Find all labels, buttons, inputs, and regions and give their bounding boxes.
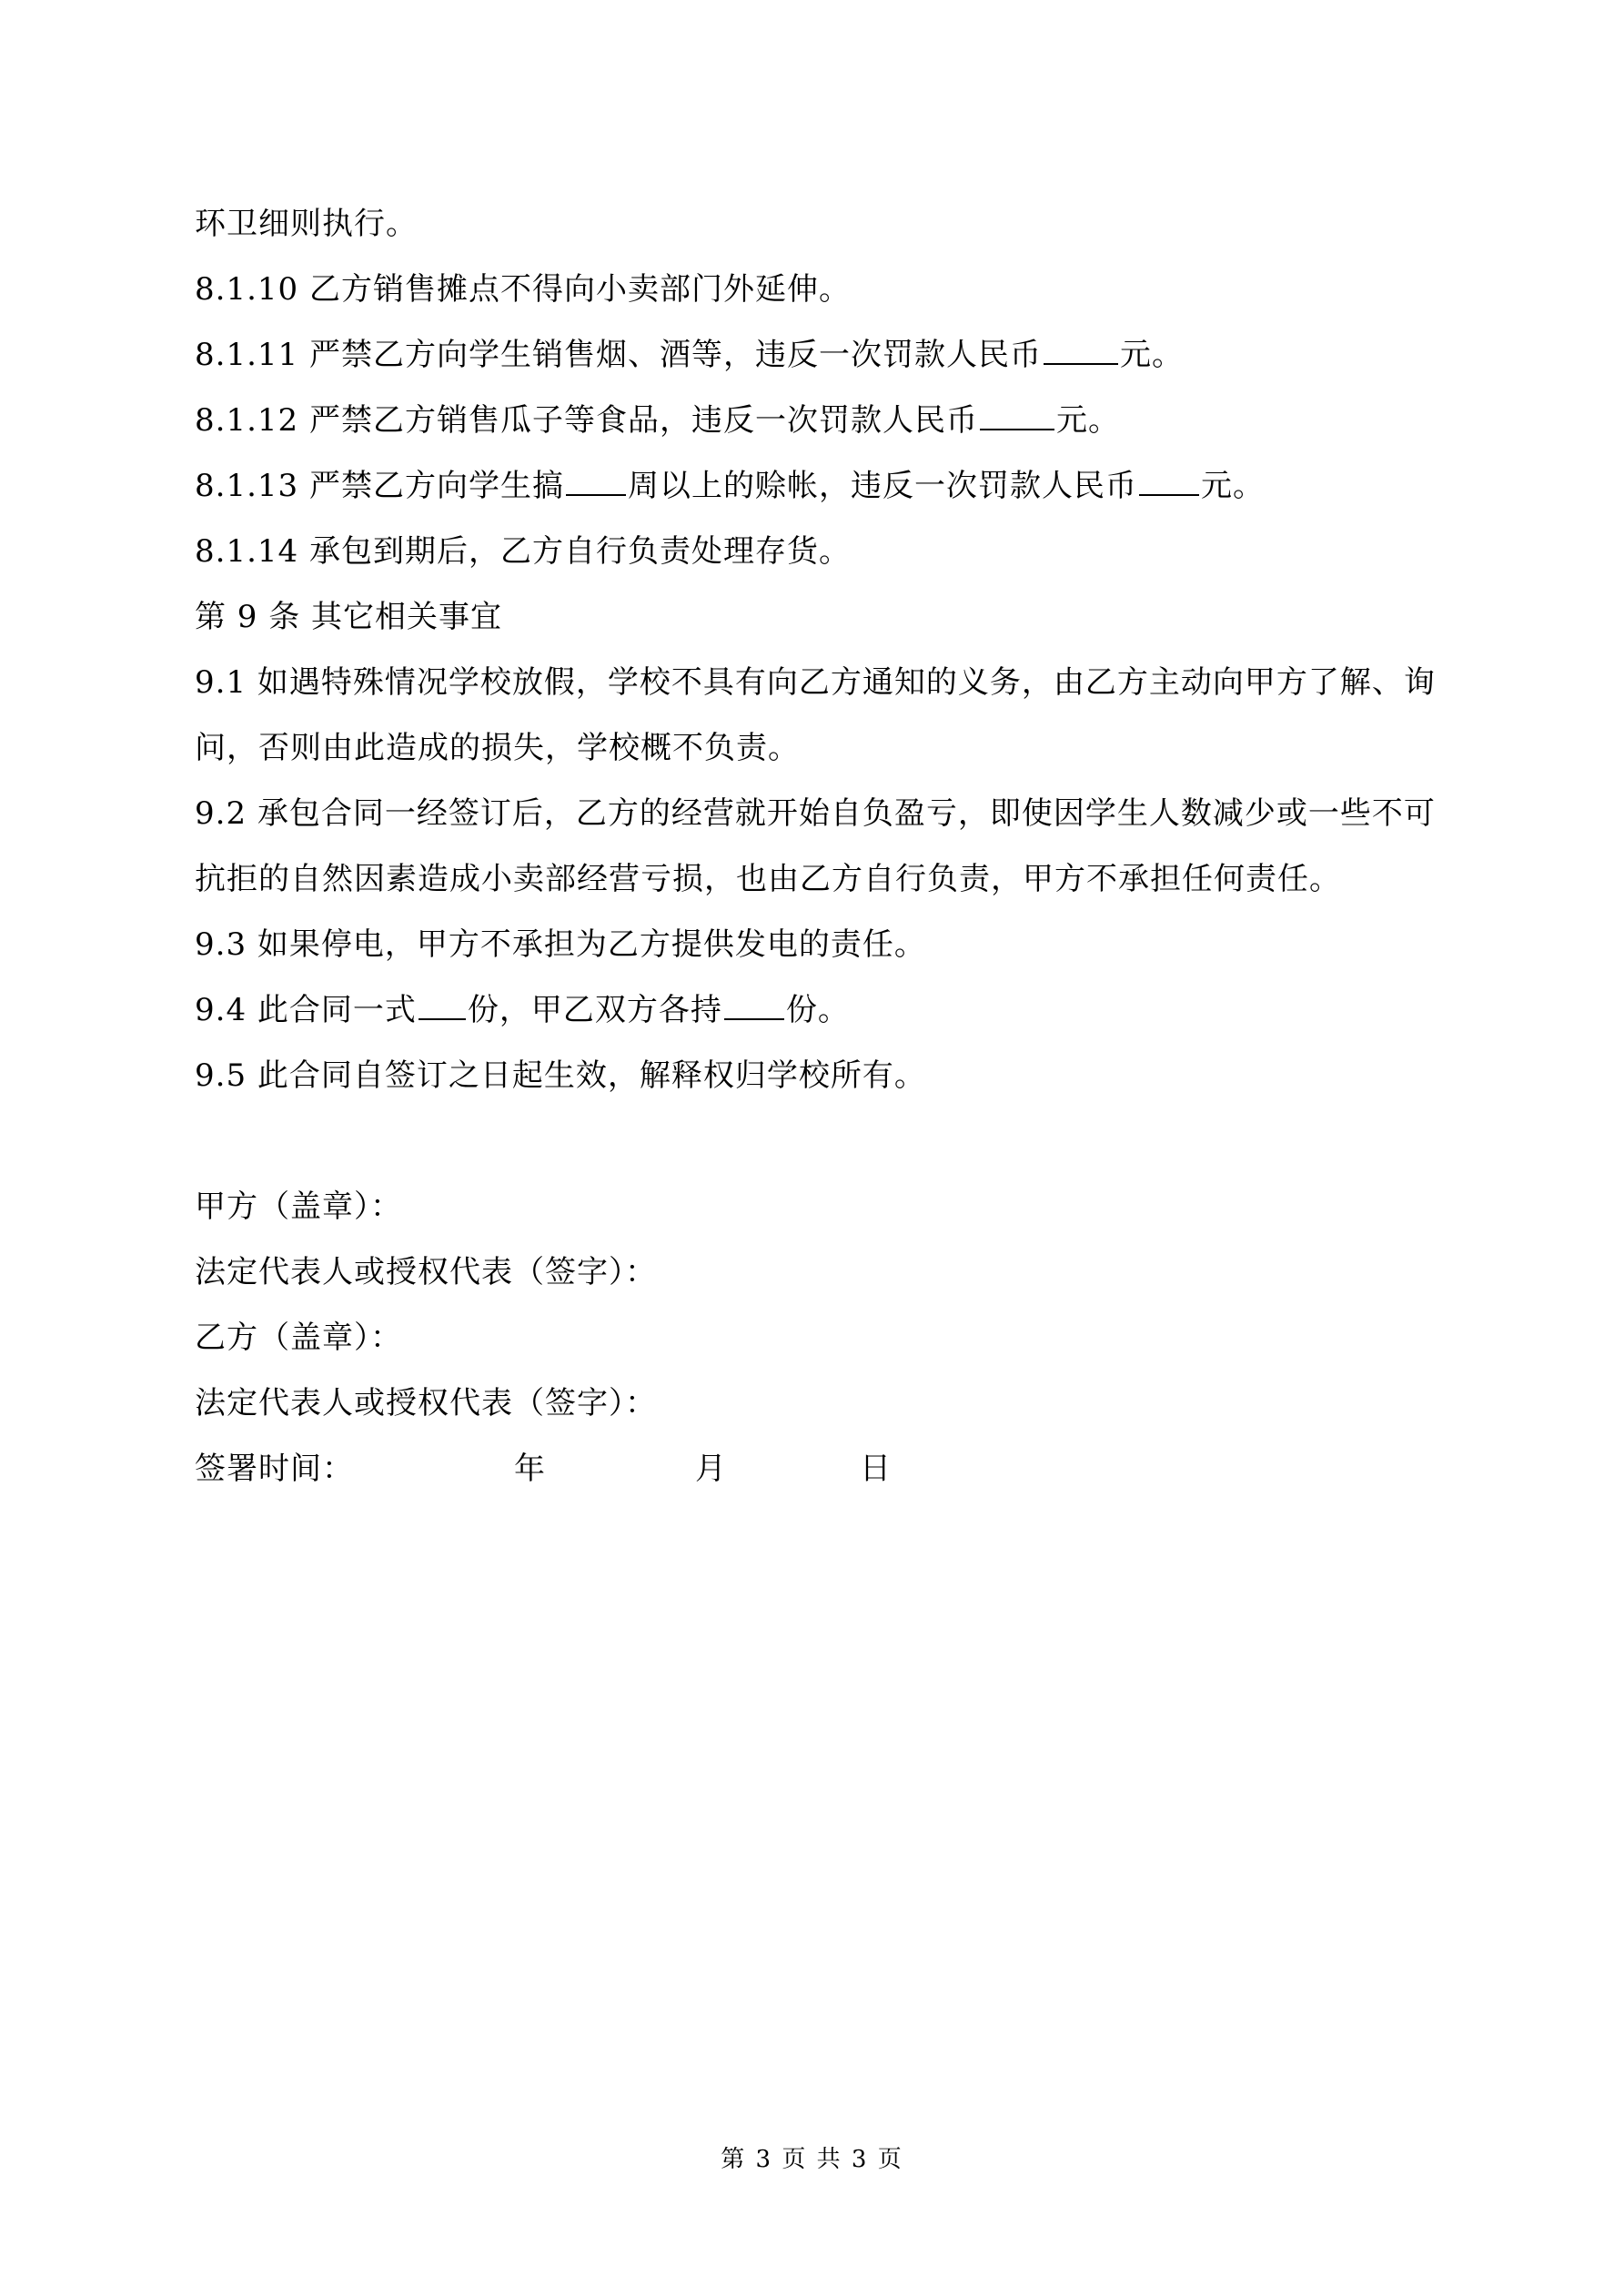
clause-9-2: 9.2 承包合同一经签订后，乙方的经营就开始自负盈亏，即使因学生人数减少或一些不可抗拒的自然因素造成小卖部经营亏损，也由乙方自行负责，甲方不承担任何责任。 xyxy=(195,795,1436,897)
clause-text: 份，甲乙双方各持 xyxy=(467,992,722,1028)
clause-9-1: 9.1 如遇特殊情况学校放假，学校不具有向乙方通知的义务，由乙方主动向甲方了解、询问，否则由此造成的损失，学校概不负责。 xyxy=(195,664,1436,766)
clause-text: 元。 xyxy=(1055,402,1120,439)
party-a-representative: 法定代表人或授权代表（签字）： xyxy=(195,1254,657,1290)
fill-blank xyxy=(724,993,784,1020)
clause-9-5: 9.5 此合同自签订之日起生效，解释权归学校所有。 xyxy=(195,1057,926,1094)
clause-8-1-14: 8.1.14 承包到期后，乙方自行负责处理存货。 xyxy=(195,533,851,570)
clause-text: 9.4 此合同一式 xyxy=(195,992,417,1028)
fill-blank xyxy=(980,403,1054,430)
party-a-seal: 甲方（盖章）： xyxy=(195,1188,402,1225)
clause-text: 周以上的赊帐，违反一次罚款人民币 xyxy=(627,468,1137,504)
fill-blank xyxy=(419,993,466,1020)
page-number-footer: 第 3 页 共 3 页 xyxy=(721,2146,903,2173)
fill-blank xyxy=(566,469,626,496)
clause-9-3: 9.3 如果停电，甲方不承担为乙方提供发电的责任。 xyxy=(195,926,926,963)
clause-8-1-10: 8.1.10 乙方销售摊点不得向小卖部门外延伸。 xyxy=(195,271,851,308)
clause-text: 8.1.12 严禁乙方销售瓜子等食品，违反一次罚款人民币 xyxy=(195,402,978,439)
text-line: 环卫细则执行。 xyxy=(195,206,418,242)
section-spacer xyxy=(195,1108,1450,1174)
clause-text: 元。 xyxy=(1200,468,1265,504)
clause-text: 8.1.13 严禁乙方向学生搞 xyxy=(195,468,564,504)
clause-text: 8.1.11 严禁乙方向学生销售烟、酒等，违反一次罚款人民币 xyxy=(195,337,1042,373)
document-body xyxy=(195,191,1450,1502)
clause-8-1-12 xyxy=(195,388,1450,453)
month-label: 月 xyxy=(695,1451,727,1487)
signing-date-row xyxy=(195,1436,1450,1502)
party-b-representative: 法定代表人或授权代表（签字）： xyxy=(195,1385,657,1421)
fill-blank xyxy=(1044,338,1118,365)
clause-text: 元。 xyxy=(1119,337,1184,373)
day-label: 日 xyxy=(860,1451,892,1487)
clause-text: 份。 xyxy=(785,992,850,1028)
clause-8-1-13 xyxy=(195,453,1450,519)
year-label: 年 xyxy=(514,1451,546,1487)
clause-8-1-11 xyxy=(195,322,1450,388)
clause-9-4 xyxy=(195,977,1450,1043)
article-9-heading: 第 9 条 其它相关事宜 xyxy=(195,599,503,635)
date-label: 签署时间： xyxy=(195,1451,354,1487)
fill-blank xyxy=(1139,469,1199,496)
party-b-seal: 乙方（盖章）： xyxy=(195,1320,402,1356)
